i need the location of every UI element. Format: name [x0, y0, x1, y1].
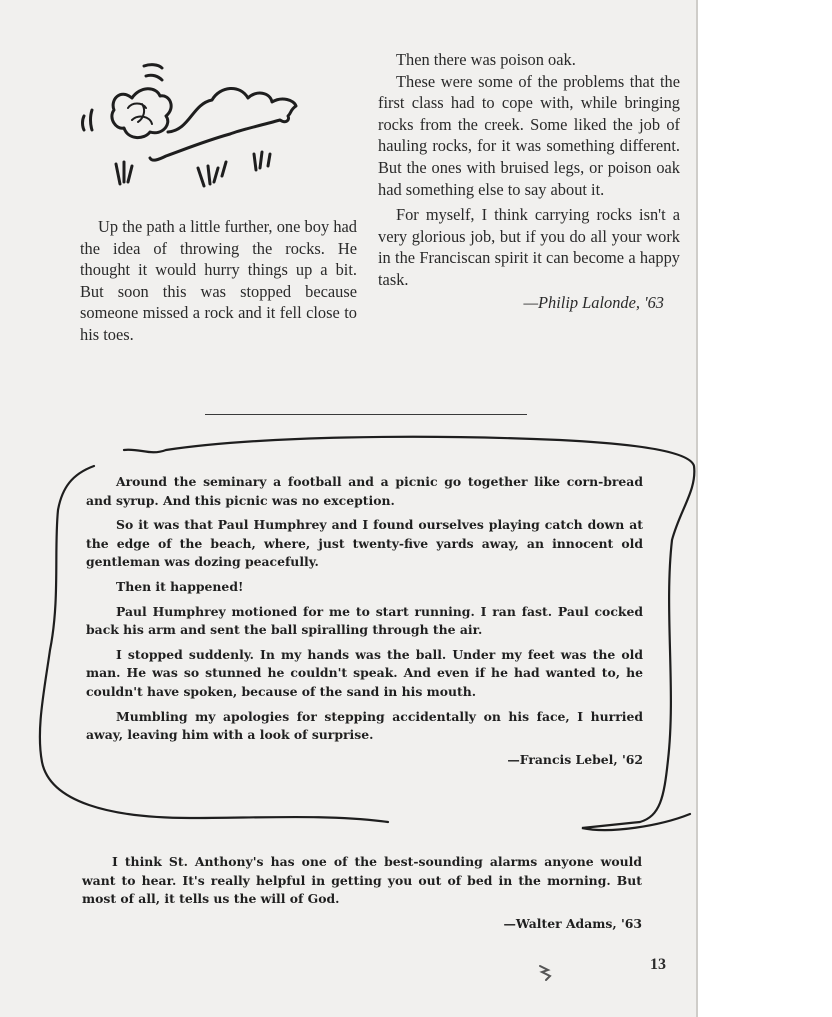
story-paragraph-4: Paul Humphrey motioned for me to start running. I ran fast. Paul cocked back his arm and sent the ball spiralling through the air. [86, 603, 643, 638]
story-paragraph-6: Mumbling my apologies for stepping accidentally on his face, I hurried away, leaving him with a look of surprise. [86, 708, 643, 743]
final-story [82, 853, 642, 939]
story-paragraph-3: Then it happened! [116, 578, 244, 594]
left-column [80, 216, 357, 346]
story-paragraph-5: I stopped suddenly. In my hands was the ball. Under my feet was the old man. He was so stunned he couldn't speak. And even if he had wanted to, he couldn't have spoken, because of the sand in his mouth. [86, 646, 643, 699]
section-divider [205, 414, 527, 415]
right-paragraph-3: For myself, I think carrying rocks isn't a very glorious job, but if you do all your work in the Franciscan spirit it can become a happy task. [378, 205, 680, 289]
right-column [378, 49, 680, 313]
story-paragraph-1: Around the seminary a football and a picnic go together like corn-bread and syrup. And this picnic was no exception. [86, 474, 643, 508]
page-number: 13 [650, 956, 666, 973]
page-edge [696, 0, 698, 1017]
signature-philip-lalonde: —Philip Lalonde, '63 [523, 292, 664, 312]
final-paragraph: I think St. Anthony's has one of the best-sounding alarms anyone would want to hear. It's really helpful in getting you out of bed in the morning. But most of all, it tells us the will of God. [82, 854, 642, 907]
signature-walter-adams: —Walter Adams, '63 [503, 915, 642, 931]
right-paragraph-2: These were some of the problems that the first class had to cope with, while bringing rocks from the creek. Some liked the job of hauling rocks, for it was something different. But the ones with bruised legs, or poison oak had something else to say about it. [378, 71, 680, 199]
left-paragraph: Up the path a little further, one boy had the idea of throwing the rocks. He thought it would hurry things up a bit. But soon this was stopped because someone missed a rock and it fell close to his toes. [80, 217, 357, 344]
story-paragraph-2: So it was that Paul Humphrey and I found ourselves playing catch down at the edge of the beach, where, just twenty-five yards away, an innocent old gentleman was dozing peacefully. [86, 517, 643, 570]
boxed-story [86, 473, 643, 775]
right-paragraph-1: Then there was poison oak. [396, 50, 576, 69]
signature-francis-lebel: —Francis Lebel, '62 [507, 751, 643, 767]
rolling-rock-drawing-icon [80, 58, 310, 198]
ink-smudge-icon [534, 958, 560, 984]
